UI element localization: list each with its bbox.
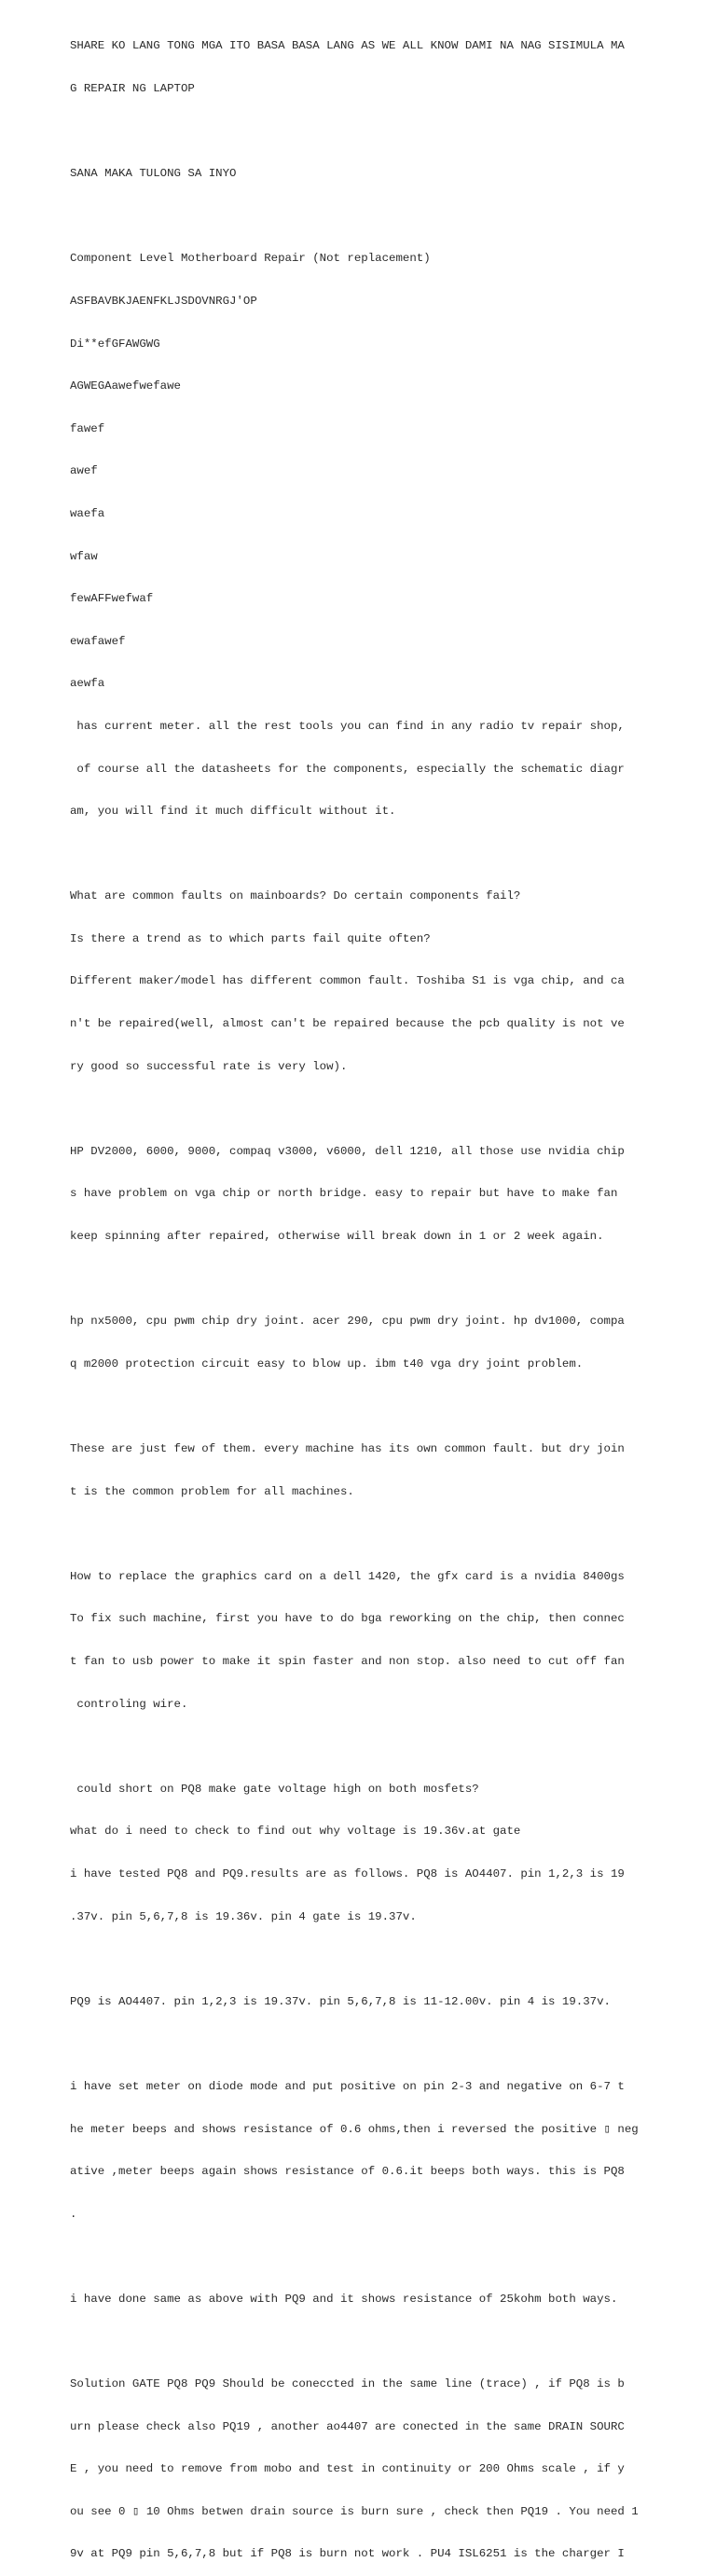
- text-line: t fan to usb power to make it spin faster and non stop. also need to cut off fan: [70, 1654, 625, 1668]
- text-line: waefa: [70, 506, 105, 520]
- text-line: [70, 210, 643, 224]
- text-line: .37v. pin 5,6,7,8 is 19.36v. pin 4 gate is 19.37v.: [70, 1909, 417, 1923]
- text-line: [70, 847, 643, 861]
- text-line: To fix such machine, first you have to do bga reworking on the chip, then connec: [70, 1612, 625, 1626]
- text-line: ASFBAVBKJAENFKLJSDOVNRGJ'OP: [70, 294, 257, 308]
- text-line: SANA MAKA TULONG SA INYO: [70, 167, 237, 181]
- text-line: [70, 1740, 643, 1754]
- text-line: am, you will find it much difficult without it.: [70, 805, 396, 819]
- text-line: [70, 1527, 643, 1541]
- text-line: SHARE KO LANG TONG MGA ITO BASA BASA LANG AS WE ALL KNOW DAMI NA NAG SISIMULA MA: [70, 39, 625, 53]
- text-line: Component Level Motherboard Repair (Not replacement): [70, 252, 431, 266]
- text-line: HP DV2000, 6000, 9000, compaq v3000, v6000, dell 1210, all those use nvidia chip: [70, 1144, 625, 1158]
- text-line: he meter beeps and shows resistance of 0.6 ohms,then i reversed the positive ▯ neg: [70, 2122, 639, 2136]
- text-line: controling wire.: [70, 1697, 188, 1711]
- text-line: G REPAIR NG LAPTOP: [70, 82, 195, 95]
- text-line: Di**efGFAWGWG: [70, 337, 160, 351]
- text-line: aewfa: [70, 677, 105, 691]
- text-line: n't be repaired(well, almost can't be repaired because the pcb quality is not ve: [70, 1017, 625, 1031]
- text-line: Is there a trend as to which parts fail quite often?: [70, 931, 431, 945]
- text-line: [70, 125, 643, 139]
- text-line: s have problem on vga chip or north bridge. easy to repair but have to make fan: [70, 1187, 618, 1201]
- text-line: t is the common problem for all machines.: [70, 1484, 354, 1498]
- text-line: [70, 2335, 643, 2349]
- text-line: 9v at PQ9 pin 5,6,7,8 but if PQ8 is burn not work . PU4 ISL6251 is the charger I: [70, 2547, 625, 2561]
- text-line: [70, 1102, 643, 1116]
- text-line: [70, 2250, 643, 2264]
- text-line: awef: [70, 464, 98, 478]
- text-line: of course all the datasheets for the components, especially the schematic diagr: [70, 762, 625, 776]
- text-line: ewafawef: [70, 634, 126, 648]
- text-line: ou see 0 ▯ 10 Ohms betwen drain source is burn sure , check then PQ19 . You need 1: [70, 2504, 639, 2518]
- text-line: Different maker/model has different common fault. Toshiba S1 is vga chip, and ca: [70, 974, 625, 988]
- text-line: urn please check also PQ19 , another ao4407 are conected in the same DRAIN SOURC: [70, 2419, 625, 2433]
- text-line: [70, 1399, 643, 1413]
- text-line: i have done same as above with PQ9 and it shows resistance of 25kohm both ways.: [70, 2292, 618, 2306]
- text-line: How to replace the graphics card on a dell 1420, the gfx card is a nvidia 8400gs: [70, 1569, 625, 1583]
- text-line: keep spinning after repaired, otherwise will break down in 1 or 2 week again.: [70, 1230, 604, 1244]
- text-line: These are just few of them. every machine has its own common fault. but dry join: [70, 1442, 625, 1455]
- text-line: fawef: [70, 421, 105, 435]
- text-line: hp nx5000, cpu pwm chip dry joint. acer 290, cpu pwm dry joint. hp dv1000, compa: [70, 1315, 625, 1329]
- text-line: AGWEGAawefwefawe: [70, 379, 181, 393]
- text-line: has current meter. all the rest tools you can find in any radio tv repair shop,: [70, 719, 625, 733]
- text-line: .: [70, 2207, 77, 2221]
- text-line: [70, 2037, 643, 2051]
- text-line: Solution GATE PQ8 PQ9 Should be coneccted in the same line (trace) , if PQ8 is b: [70, 2377, 625, 2391]
- text-line: [70, 1273, 643, 1287]
- text-line: fewAFFwefwaf: [70, 592, 154, 606]
- text-line: ry good so successful rate is very low).: [70, 1059, 348, 1073]
- text-line: what do i need to check to find out why voltage is 19.36v.at gate: [70, 1825, 521, 1839]
- text-line: ative ,meter beeps again shows resistance of 0.6.it beeps both ways. this is PQ8: [70, 2165, 625, 2179]
- text-line: q m2000 protection circuit easy to blow up. ibm t40 vga dry joint problem.: [70, 1357, 584, 1371]
- text-line: i have tested PQ8 and PQ9.results are as follows. PQ8 is AO4407. pin 1,2,3 is 19: [70, 1867, 625, 1880]
- text-line: E , you need to remove from mobo and test in continuity or 200 Ohms scale , if y: [70, 2462, 625, 2476]
- document-text: [70, 11, 643, 2576]
- text-line: wfaw: [70, 549, 98, 563]
- text-line: [70, 1952, 643, 1966]
- text-line: i have set meter on diode mode and put positive on pin 2-3 and negative on 6-7 t: [70, 2079, 625, 2093]
- text-line: could short on PQ8 make gate voltage high on both mosfets?: [70, 1782, 479, 1796]
- text-line: PQ9 is AO4407. pin 1,2,3 is 19.37v. pin 5,6,7,8 is 11-12.00v. pin 4 is 19.37v.: [70, 1994, 611, 2008]
- text-line: What are common faults on mainboards? Do certain components fail?: [70, 889, 521, 903]
